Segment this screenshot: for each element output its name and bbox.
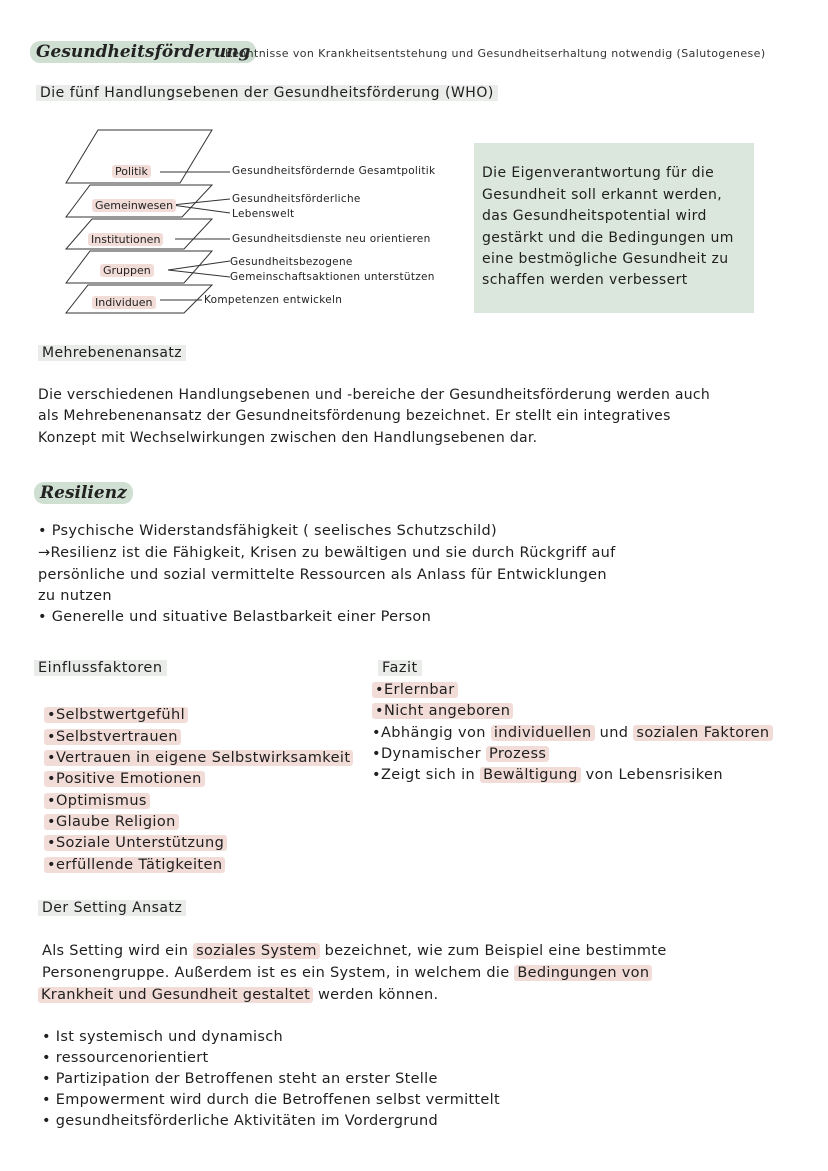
setting-heading: Der Setting Ansatz [38, 900, 186, 916]
setting-highlight: Bedingungen von [514, 965, 652, 981]
setting-para-line-2 [42, 965, 652, 981]
fazit-highlight: Bewältigung [480, 767, 581, 783]
box-line: Die Eigenverantwortung für die [482, 165, 715, 181]
resilienz-title: Resilienz [34, 482, 133, 504]
box-line: schaffen werden verbessert [482, 272, 688, 288]
fazit-text: •Abhängig von [372, 725, 491, 741]
setting-para-line-1 [42, 943, 667, 959]
einfluss-item: •Vertrauen in eigene Selbstwirksamkeit [44, 750, 353, 766]
setting-bullet: • Empowerment wird durch die Betroffenen selbst vermittelt [42, 1092, 500, 1108]
einfluss-item: •Soziale Unterstützung [44, 835, 227, 851]
fazit-text: •Nicht angeboren [372, 703, 513, 719]
level-label-individuen: Individuen [92, 296, 156, 309]
setting-highlight: Krankheit und Gesundheit gestaltet [38, 987, 313, 1003]
fazit-text: •Erlernbar [372, 682, 458, 698]
setting-para-line-3 [38, 987, 438, 1003]
einfluss-heading: Einflussfaktoren [34, 660, 167, 676]
handlungsebenen-diagram [60, 125, 460, 320]
setting-bullet: • Ist systemisch und dynamisch [42, 1029, 283, 1045]
setting-text: werden können. [313, 987, 439, 1003]
einfluss-item: •erfüllende Tätigkeiten [44, 857, 225, 873]
level-label-gruppen: Gruppen [100, 264, 154, 277]
level-desc-politik: Gesundheitsfördernde Gesamtpolitik [232, 165, 436, 177]
eigenverantwortung-box [474, 143, 754, 313]
page-subtitle: Kenntnisse von Krankheitsentstehung und Gesundheitserhaltung notwendig (Salutogenese) [225, 47, 766, 60]
resilienz-line: persönliche und sozial vermittelte Ressourcen als Anlass für Entwicklungen [38, 567, 607, 583]
einfluss-item: •Selbstwertgefühl [44, 707, 188, 723]
setting-bullet: • ressourcenorientiert [42, 1050, 209, 1066]
level-desc-institutionen: Gesundheitsdienste neu orientieren [232, 233, 431, 245]
ebenen-heading: Die fünf Handlungsebenen der Gesundheitsförderung (WHO) [36, 85, 498, 101]
einfluss-item: •Positive Emotionen [44, 771, 205, 787]
resilienz-line: →Resilienz ist die Fähigkeit, Krisen zu bewältigen und sie durch Rückgriff auf [38, 545, 616, 561]
fazit-item-angeboren [372, 703, 513, 719]
box-line: eine bestmögliche Gesundheit zu [482, 251, 729, 267]
level-desc-gemeinwesen-1: Gesundheitsförderliche [232, 193, 361, 205]
einfluss-item: •Glaube Religion [44, 814, 179, 830]
level-label-gemeinwesen: Gemeinwesen [92, 199, 176, 212]
fazit-heading: Fazit [378, 660, 422, 676]
fazit-text: von Lebensrisiken [580, 767, 723, 783]
fazit-highlight: individuellen [491, 725, 595, 741]
setting-text: Personengruppe. Außerdem ist es ein System, in welchem die [42, 965, 515, 981]
fazit-text: •Zeigt sich in [372, 767, 481, 783]
resilienz-line: • Generelle und situative Belastbarkeit einer Person [38, 609, 432, 625]
box-line: das Gesundheitspotential wird [482, 208, 707, 224]
level-label-politik: Politik [112, 165, 151, 178]
fazit-text: und [594, 725, 634, 741]
fazit-text: •Dynamischer [372, 746, 486, 762]
mehrebenen-heading: Mehrebenenansatz [38, 345, 186, 361]
resilienz-line: zu nutzen [38, 588, 112, 604]
setting-text: Als Setting wird ein [42, 943, 194, 959]
level-desc-individuen: Kompetenzen entwickeln [204, 294, 343, 306]
fazit-item-bewaeltigung [372, 767, 723, 783]
level-label-institutionen: Institutionen [88, 233, 163, 246]
fazit-highlight: sozialen Faktoren [633, 725, 772, 741]
page-title: Gesundheitsförderung [30, 41, 256, 63]
fazit-item-dynamisch [372, 746, 549, 762]
mehrebenen-line: Die verschiedenen Handlungsebenen und -bereiche der Gesundheitsförderung werden auch [38, 387, 711, 403]
resilienz-line: • Psychische Widerstandsfähigkeit ( seelisches Schutzschild) [38, 523, 497, 539]
fazit-item-erlernbar [372, 682, 458, 698]
setting-highlight: soziales System [193, 943, 320, 959]
mehrebenen-line: als Mehrebenenansatz der Gesundneitsfördenung bezeichnet. Er stellt ein integratives [38, 408, 671, 424]
level-desc-gemeinwesen-2: Lebenswelt [232, 208, 295, 220]
mehrebenen-line: Konzept mit Wechselwirkungen zwischen den Handlungsebenen dar. [38, 430, 538, 446]
box-line: gestärkt und die Bedingungen um [482, 230, 734, 246]
box-line: Gesundheit soll erkannt werden, [482, 187, 723, 203]
setting-text: bezeichnet, wie zum Beispiel eine bestimmte [319, 943, 667, 959]
level-desc-gruppen-1: Gesundheitsbezogene [230, 256, 353, 268]
einfluss-item: •Selbstvertrauen [44, 729, 181, 745]
setting-bullet: • gesundheitsförderliche Aktivitäten im Vordergrund [42, 1113, 438, 1129]
einfluss-item: •Optimismus [44, 793, 150, 809]
fazit-highlight: Prozess [486, 746, 549, 762]
level-desc-gruppen-2: Gemeinschaftsaktionen unterstützen [230, 271, 435, 283]
setting-bullet: • Partizipation der Betroffenen steht an erster Stelle [42, 1071, 438, 1087]
fazit-item-abhaengig [372, 725, 773, 741]
